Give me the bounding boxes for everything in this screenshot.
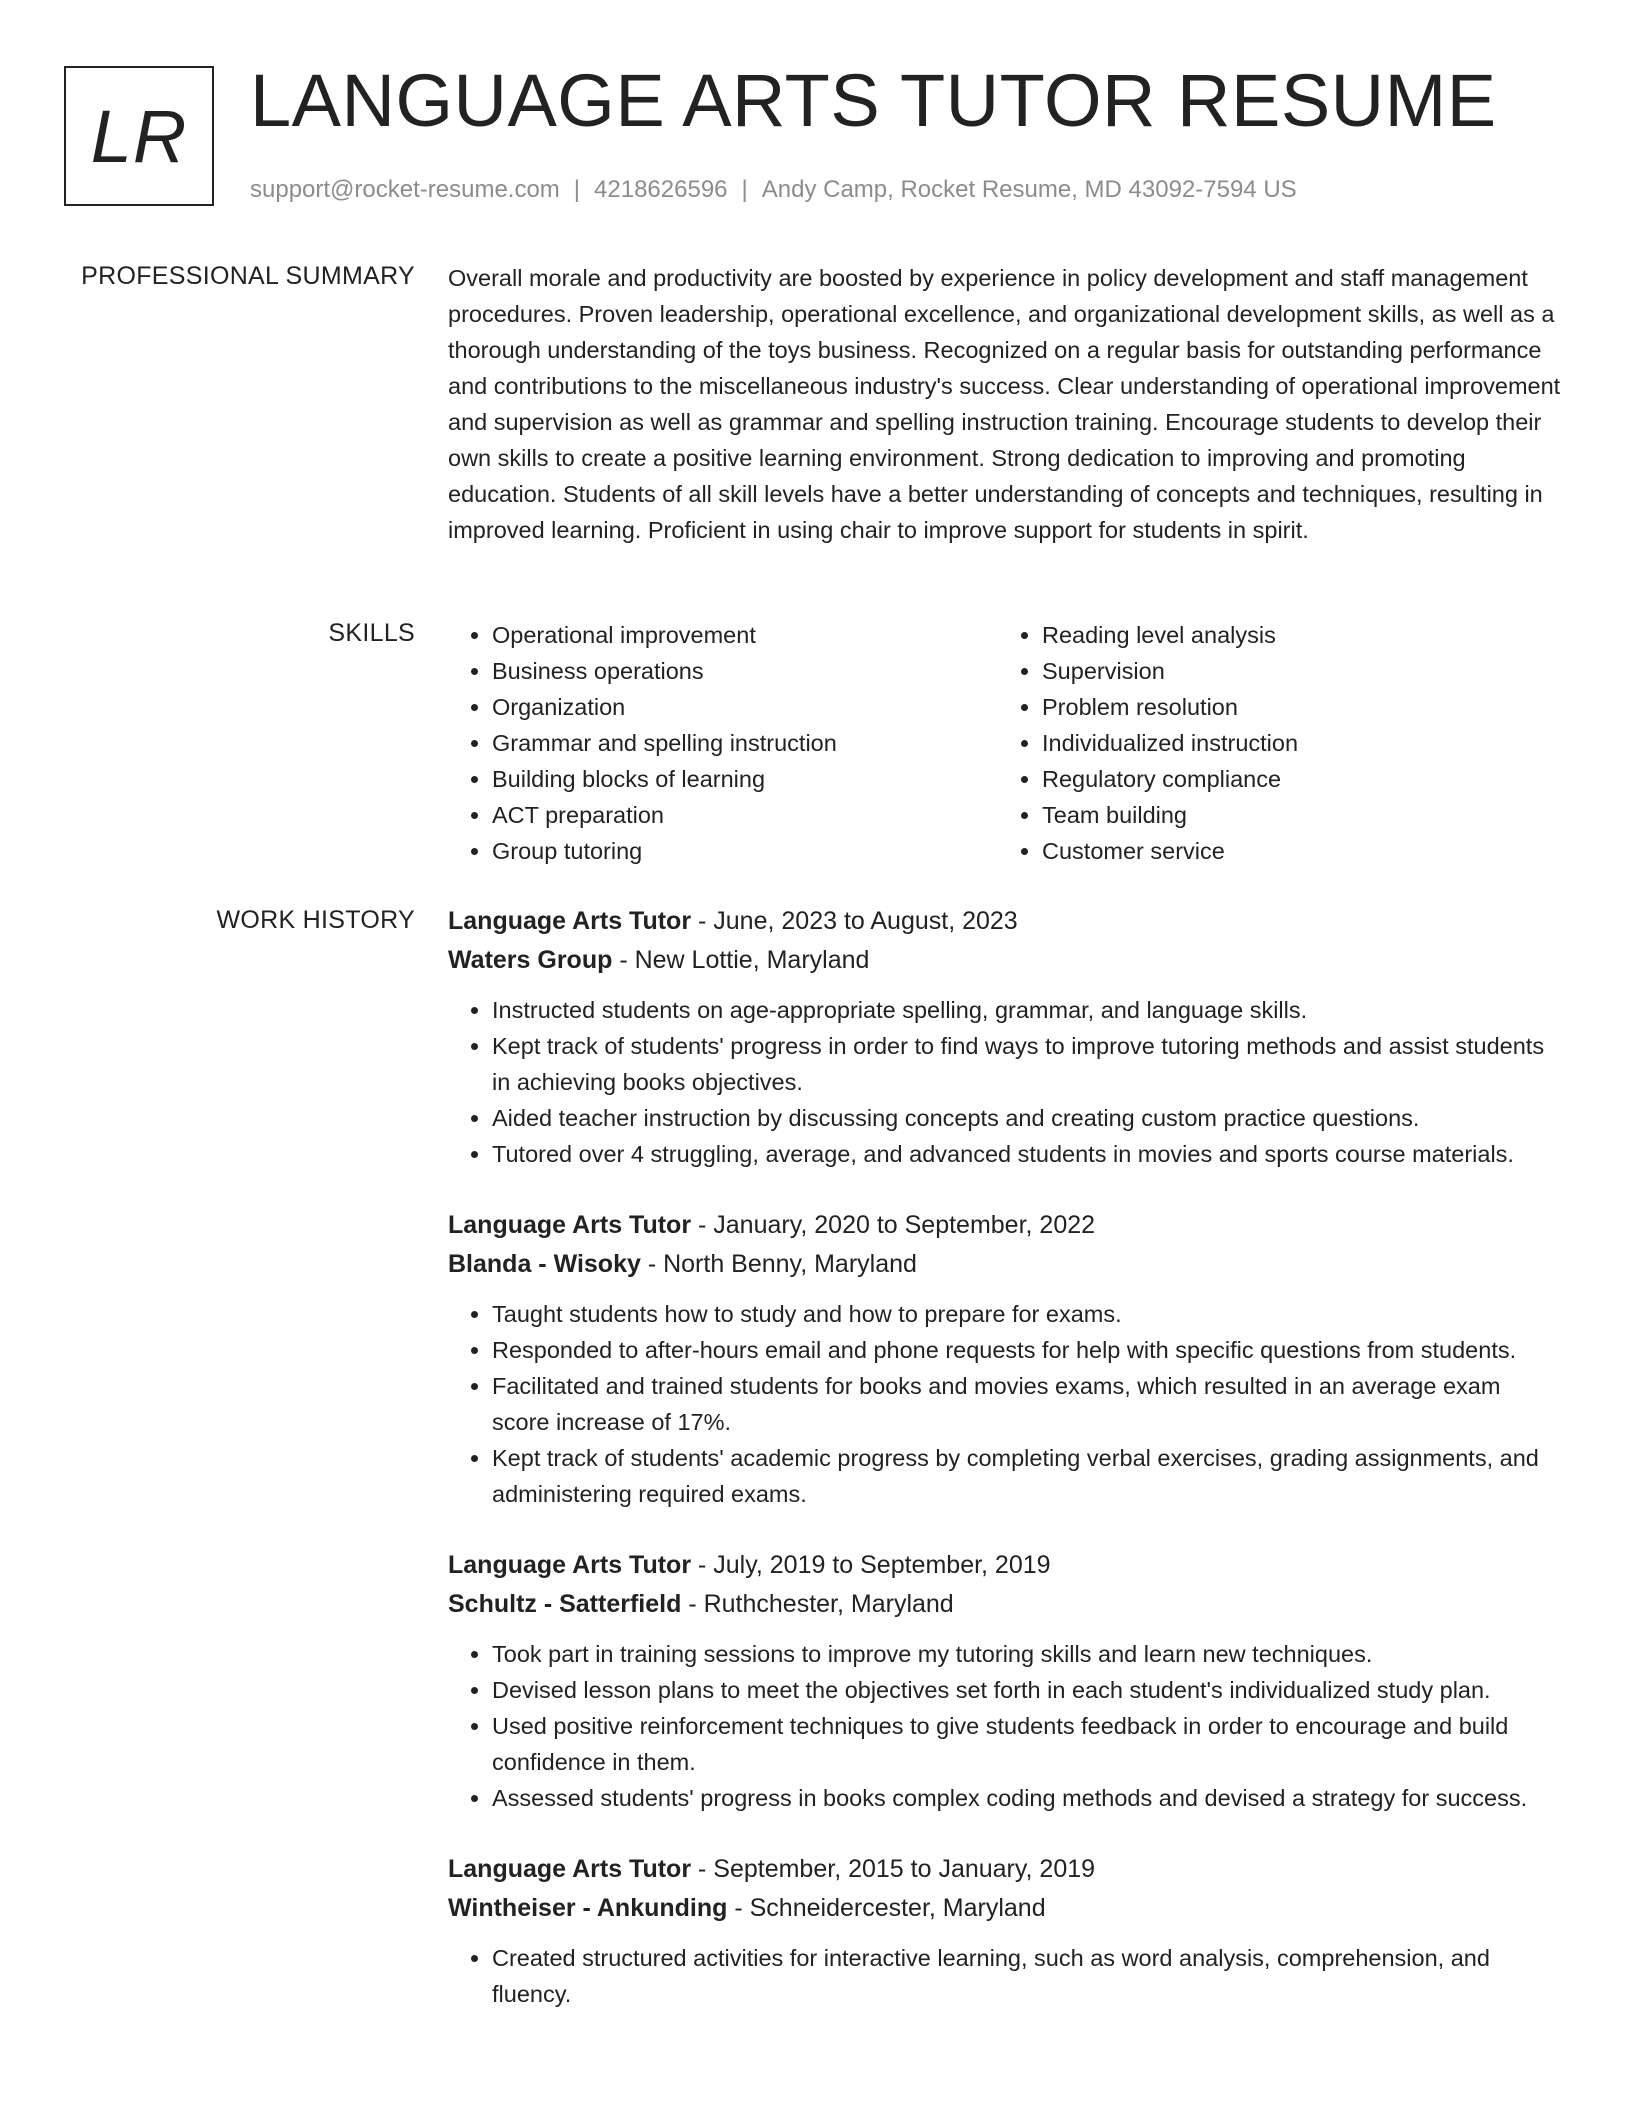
job-title-line bbox=[448, 1546, 1563, 1585]
summary-text: Overall morale and productivity are boosted by experience in policy development and staff management procedures. Proven leadership, operational excellence, and organizational development skills, as well as a thorough understanding of the toys business. Recognized on a regular basis for outstanding performance and contributions to the miscellaneous industry's success. Clear understanding of operational improvement and supervision as well as grammar and spelling instruction training. Encourage students to develop their own skills to create a positive learning environment. Strong dedication to improving and promoting education. Students of all skill levels have a better understanding of concepts and techniques, resulting in improved learning. Proficient in using chair to improve support for students in spirit. bbox=[448, 265, 1561, 543]
skill-item: • Organization bbox=[492, 689, 998, 725]
job-bullets bbox=[448, 992, 1563, 1172]
job-title: Language Arts Tutor bbox=[448, 1211, 692, 1239]
skills-list-left bbox=[448, 617, 998, 869]
job-dates: - July, 2019 to September, 2019 bbox=[691, 1551, 1051, 1579]
job-bullets bbox=[448, 1296, 1563, 1512]
job-bullet: • Devised lesson plans to meet the objectives set forth in each student's individualized study plan. bbox=[492, 1672, 1563, 1708]
skill-item: • Supervision bbox=[1042, 653, 1548, 689]
job-bullet: • Assessed students' progress in books complex coding methods and devised a strategy for success. bbox=[492, 1780, 1563, 1816]
job-bullet: • Created structured activities for interactive learning, such as word analysis, comprehension, and fluency. bbox=[492, 1940, 1563, 2012]
job-title-line bbox=[448, 1206, 1563, 1245]
skills-body bbox=[448, 617, 1563, 869]
job-bullet: • Tutored over 4 struggling, average, and advanced students in movies and sports course materials. bbox=[492, 1136, 1563, 1172]
contact-address: Andy Camp, Rocket Resume, MD 43092-7594 US bbox=[761, 176, 1297, 203]
section-label-skills: SKILLS bbox=[328, 619, 415, 647]
contact-separator: | bbox=[573, 176, 581, 203]
skill-item: • Grammar and spelling instruction bbox=[492, 725, 998, 761]
skill-item: • Operational improvement bbox=[492, 617, 998, 653]
job-location: - North Benny, Maryland bbox=[640, 1250, 917, 1278]
skill-item: • Regulatory compliance bbox=[1042, 761, 1548, 797]
job-title: Language Arts Tutor bbox=[448, 1855, 692, 1883]
skill-item: • Reading level analysis bbox=[1042, 617, 1548, 653]
job-dates: - September, 2015 to January, 2019 bbox=[691, 1855, 1096, 1883]
skills-list-right bbox=[998, 617, 1548, 869]
job-bullet: • Took part in training sessions to improve my tutoring skills and learn new techniques. bbox=[492, 1636, 1563, 1672]
job-dates: - January, 2020 to September, 2022 bbox=[691, 1211, 1096, 1239]
job-entry bbox=[448, 1206, 1563, 1512]
job-bullet: • Taught students how to study and how to prepare for exams. bbox=[492, 1296, 1563, 1332]
job-entry bbox=[448, 902, 1563, 1172]
job-bullets bbox=[448, 1940, 1563, 2012]
job-company: Waters Group bbox=[448, 946, 613, 974]
contact-phone[interactable]: 4218626596 bbox=[594, 176, 728, 203]
skill-item: • Team building bbox=[1042, 797, 1548, 833]
job-bullets bbox=[448, 1636, 1563, 1816]
skills-columns bbox=[448, 617, 1563, 869]
job-entry bbox=[448, 1850, 1563, 2012]
job-bullet: • Kept track of students' progress in order to find ways to improve tutoring methods and assist students in achieving books objectives. bbox=[492, 1028, 1563, 1100]
job-company: Blanda - Wisoky bbox=[448, 1250, 641, 1278]
job-title-line bbox=[448, 902, 1563, 941]
skill-item: • Building blocks of learning bbox=[492, 761, 998, 797]
work-body bbox=[448, 902, 1563, 2046]
job-company-line bbox=[448, 1245, 1563, 1284]
summary-body bbox=[448, 260, 1563, 548]
job-location: - New Lottie, Maryland bbox=[612, 946, 870, 974]
job-bullet: • Kept track of students' academic progress by completing verbal exercises, grading assignments, and administering required exams. bbox=[492, 1440, 1563, 1512]
job-title: Language Arts Tutor bbox=[448, 1551, 692, 1579]
contact-separator: | bbox=[741, 176, 748, 203]
contact-email[interactable]: support@rocket-resume.com bbox=[250, 176, 560, 203]
job-location: - Ruthchester, Maryland bbox=[681, 1590, 954, 1618]
skill-item: • ACT preparation bbox=[492, 797, 998, 833]
skill-item: • Individualized instruction bbox=[1042, 725, 1548, 761]
skill-item: • Problem resolution bbox=[1042, 689, 1548, 725]
job-dates: - June, 2023 to August, 2023 bbox=[691, 907, 1018, 935]
job-company-line bbox=[448, 1585, 1563, 1624]
section-label-work: WORK HISTORY bbox=[216, 906, 415, 934]
resume-title: LANGUAGE ARTS TUTOR RESUME bbox=[250, 59, 1497, 142]
job-bullet: • Responded to after-hours email and phone requests for help with specific questions from students. bbox=[492, 1332, 1563, 1368]
job-entry bbox=[448, 1546, 1563, 1816]
job-bullet: • Instructed students on age-appropriate spelling, grammar, and language skills. bbox=[492, 992, 1563, 1028]
job-company-line bbox=[448, 1889, 1563, 1928]
contact-line bbox=[250, 176, 1297, 204]
skill-item: • Business operations bbox=[492, 653, 998, 689]
job-bullet: • Facilitated and trained students for books and movies exams, which resulted in an average exam score increase of 17%. bbox=[492, 1368, 1563, 1440]
job-company-line bbox=[448, 941, 1563, 980]
job-location: - Schneidercester, Maryland bbox=[727, 1894, 1046, 1922]
job-bullet: • Used positive reinforcement techniques to give students feedback in order to encourage and build confidence in them. bbox=[492, 1708, 1563, 1780]
job-company: Wintheiser - Ankunding bbox=[448, 1894, 728, 1922]
monogram-logo: LR bbox=[64, 66, 214, 206]
skill-item: • Group tutoring bbox=[492, 833, 998, 869]
skill-item: • Customer service bbox=[1042, 833, 1548, 869]
section-label-summary: PROFESSIONAL SUMMARY bbox=[81, 262, 415, 290]
job-bullet: • Aided teacher instruction by discussing concepts and creating custom practice questions. bbox=[492, 1100, 1563, 1136]
job-title-line bbox=[448, 1850, 1563, 1889]
job-company: Schultz - Satterfield bbox=[448, 1590, 682, 1618]
job-title: Language Arts Tutor bbox=[448, 907, 692, 935]
